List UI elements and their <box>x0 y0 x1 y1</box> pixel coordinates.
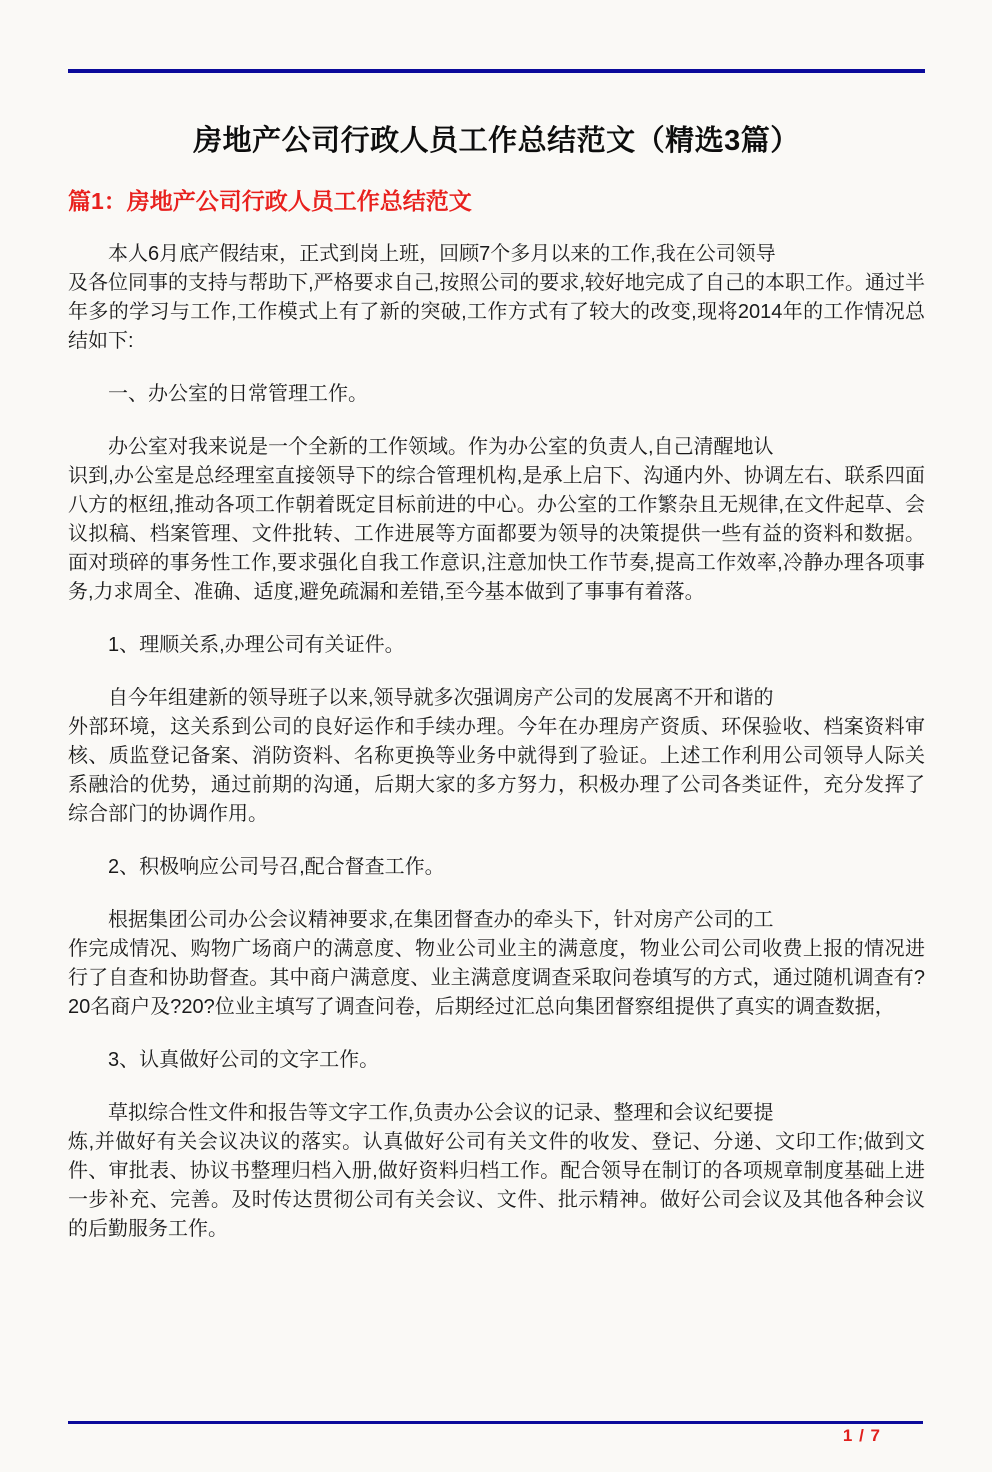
subheading: 一、办公室的日常管理工作。 <box>108 383 368 405</box>
document-page <box>0 69 992 1472</box>
subheading: 2、积极响应公司号召,配合督查工作。 <box>108 856 445 878</box>
paragraph-body: 识到,办公室是总经理室直接领导下的综合管理机构,是承上启下、沟通内外、协调左右、联系四面八方的枢纽,推动各项工作朝着既定目标前进的中心。办公室的工作繁杂且无规律,在文件起草、会议拟稿、档案管理、文件批转、工作进展等方面都要为领导的决策提供一些有益的资料和数据。面对琐碎的事务性工作,要求强化自我工作意识,注意加快工作节奏,提高工作效率,冷静办理各项事务,力求周全、准确、适度,避免疏漏和差错,至今基本做到了事事有着落。 <box>68 465 925 603</box>
paragraph-body: 炼,并做好有关会议决议的落实。认真做好公司有关文件的收发、登记、分递、文印工作;做到文件、审批表、协议书整理归档入册,做好资料归档工作。配合领导在制订的各项规章制度基础上进一步补充、完善。及时传达贯彻公司有关会议、文件、批示精神。做好公司会议及其他各种会议的后勤服务工作。 <box>68 1131 925 1240</box>
bottom-divider <box>68 1421 923 1424</box>
section-heading: 篇1：房地产公司行政人员工作总结范文 <box>68 188 472 214</box>
top-divider <box>68 69 925 73</box>
paragraph-body: 及各位同事的支持与帮助下,严格要求自己,按照公司的要求,较好地完成了自己的本职工作。通过半年多的学习与工作,工作模式上有了新的突破,工作方式有了较大的改变,现将2014年的工作情况总结如下: <box>68 272 925 352</box>
paragraph <box>68 906 925 1022</box>
paragraph <box>68 240 925 356</box>
page-footer <box>68 1421 923 1446</box>
paragraph-body: 外部环境，这关系到公司的良好运作和手续办理。今年在办理房产资质、环保验收、档案资料审核、质监登记备案、消防资料、名称更换等业务中就得到了验证。上述工作利用公司领导人际关系融洽的优势，通过前期的沟通，后期大家的多方努力，积极办理了公司各类证件，充分发挥了综合部门的协调作用。 <box>68 716 925 825</box>
page-number: 1 / 7 <box>842 1426 881 1445</box>
paragraph <box>68 684 925 829</box>
subheading: 1、理顺关系,办理公司有关证件。 <box>108 634 405 656</box>
paragraph <box>68 1099 925 1244</box>
paragraph-first-line: 自今年组建新的领导班子以来,领导就多次强调房产公司的发展离不开和谐的 <box>108 687 774 709</box>
paragraph-first-line: 草拟综合性文件和报告等文字工作,负责办公会议的记录、整理和会议纪要提 <box>108 1102 774 1124</box>
paragraph-first-line: 根据集团公司办公会议精神要求,在集团督查办的牵头下，针对房产公司的工 <box>108 909 774 931</box>
paragraph-first-line: 办公室对我来说是一个全新的工作领域。作为办公室的负责人,自己清醒地认 <box>108 436 774 458</box>
paragraph-body: 作完成情况、购物广场商户的满意度、物业公司业主的满意度，物业公司公司收费上报的情况进行了自查和协助督查。其中商户满意度、业主满意度调查采取问卷填写的方式，通过随机调查有?20名商户及?20?位业主填写了调查问卷，后期经过汇总向集团督察组提供了真实的调查数据， <box>68 938 925 1018</box>
paragraph-first-line: 本人6月底产假结束，正式到岗上班，回顾7个多月以来的工作,我在公司领导 <box>108 243 776 265</box>
subheading: 3、认真做好公司的文字工作。 <box>108 1049 380 1071</box>
paragraph <box>68 433 925 607</box>
document-title: 房地产公司行政人员工作总结范文（精选3篇） <box>193 125 800 157</box>
